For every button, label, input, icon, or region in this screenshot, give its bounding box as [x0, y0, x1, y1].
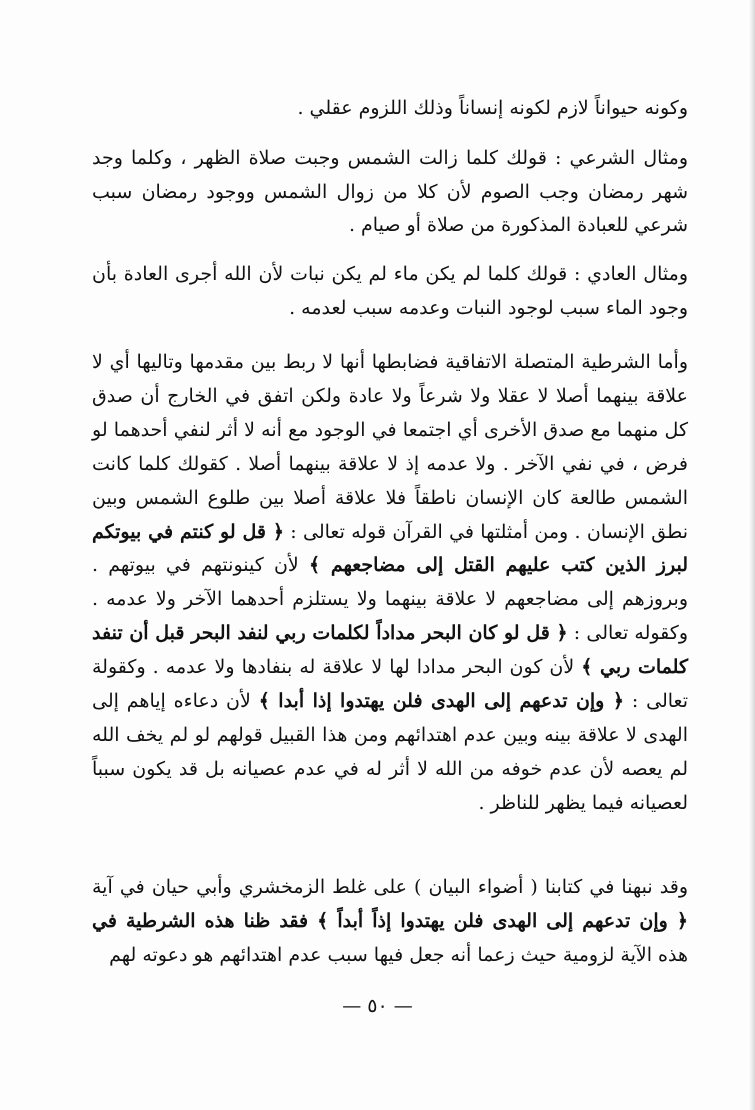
paragraph-2-text: ومثال الشرعي : قولك كلما زالت الشمس وجبت صلاة الظهر ، وكلما وجد شهر رمضان وجب الصوم لأن كلا من زوال الشمس ووجود رمضان سبب شرعي للعبادة المذكورة من صلاة أو صيام .	[92, 147, 688, 236]
quran-verse-3: ﴿ وإن تدعهم إلى الهدى فلن يهتدوا إذا أبدا ﴾	[258, 690, 624, 713]
paragraph-4-text-1: وأما الشرطية المتصلة الاتفاقية فضابطها أنها لا ربط بين مقدمها وتاليها أي لا علاقة بينهما أصلا لا عقلا ولا شرعاً ولا عادة ولكن اتفق في الخارج أن صدق كل منهما مع صدق الأخرى أي اجتمعا في الوجود مع أنه لا أثر لنفي أحدهما لو فرض ، في نفي الآخر . ولا عدمه إذ لا علاقة بينهما أصلا . كقولك كلما كانت الشمس طالعة كان الإنسان ناطقاً فلا علاقة أصلا بين طلوع الشمس وبين نطق الإنسان . ومن أمثلتها في القرآن قوله تعالى :	[92, 351, 688, 543]
page-number: — ٥٠ —	[342, 995, 413, 1017]
paragraph-5	[92, 870, 688, 972]
quran-verse-1: ﴿ قل لو كنتم في بيوتكم لبرز الذين كتب عليهم القتل إلى مضاجعهم ﴾	[92, 520, 688, 577]
quran-verse-4: ﴿ وإن تدعهم إلى الهدى فلن يهتدوا إذاً أبداً ﴾	[317, 910, 689, 932]
paragraph-2	[92, 142, 688, 243]
paragraph-3-text: ومثال العادي : قولك كلما لم يكن ماء لم يكن نبات لأن الله أجرى العادة بأن وجود الماء سبب لوجود النبات وعدمه سبب لعدمه .	[92, 263, 688, 319]
paragraph-1	[92, 92, 688, 126]
paragraph-5-text-1: وقد نبهنا في كتابنا ( أضواء البيان ) على غلط الزمخشري وأبي حيان في آية	[92, 876, 688, 898]
paragraph-4	[92, 346, 688, 821]
paragraph-5-text-2: فقد ظنا هذه الشرطية في	[92, 910, 318, 932]
paragraph-5-text-3: هذه الآية لزومية حيث زعما أنه جعل فيها سبب عدم اهتدائهم هو دعوته لهم	[109, 944, 688, 966]
quran-verse-2: ﴿ قل لو كان البحر مداداً لكلمات ربي لنفد البحر قبل أن تنفد كلمات ربي ﴾	[92, 622, 688, 679]
paragraph-4-text-3: لأن كون البحر مدادا لها لا علاقة له بنفادها ولا عدمه . وكقولة تعالى :	[92, 656, 688, 713]
page-edge-shadow	[749, 0, 755, 1110]
paragraph-4-text-4: لأن دعاءه إياهم إلى الهدى لا علاقة بينه وبين عدم اهتدائهم ومن هذا القبيل قولهم لو لم يخف الله لم يعصه لأن عدم خوفه من الله لا أثر له في عدم عصيانه بل قد يكون سبباً لعصيانه فيما يظهر للناظر .	[92, 690, 688, 814]
paragraph-1-text: وكونه حيواناً لازم لكونه إنساناً وذلك اللزوم عقلي .	[297, 97, 688, 119]
paragraph-4-text-2: لأن كينونتهم في بيوتهم . وبروزهم إلى مضاجعهم لا علاقة بينهما ولا يستلزم أحدهما الآخر ولا عدمه . وكقوله تعالى :	[92, 554, 688, 645]
paragraph-3	[92, 258, 688, 325]
